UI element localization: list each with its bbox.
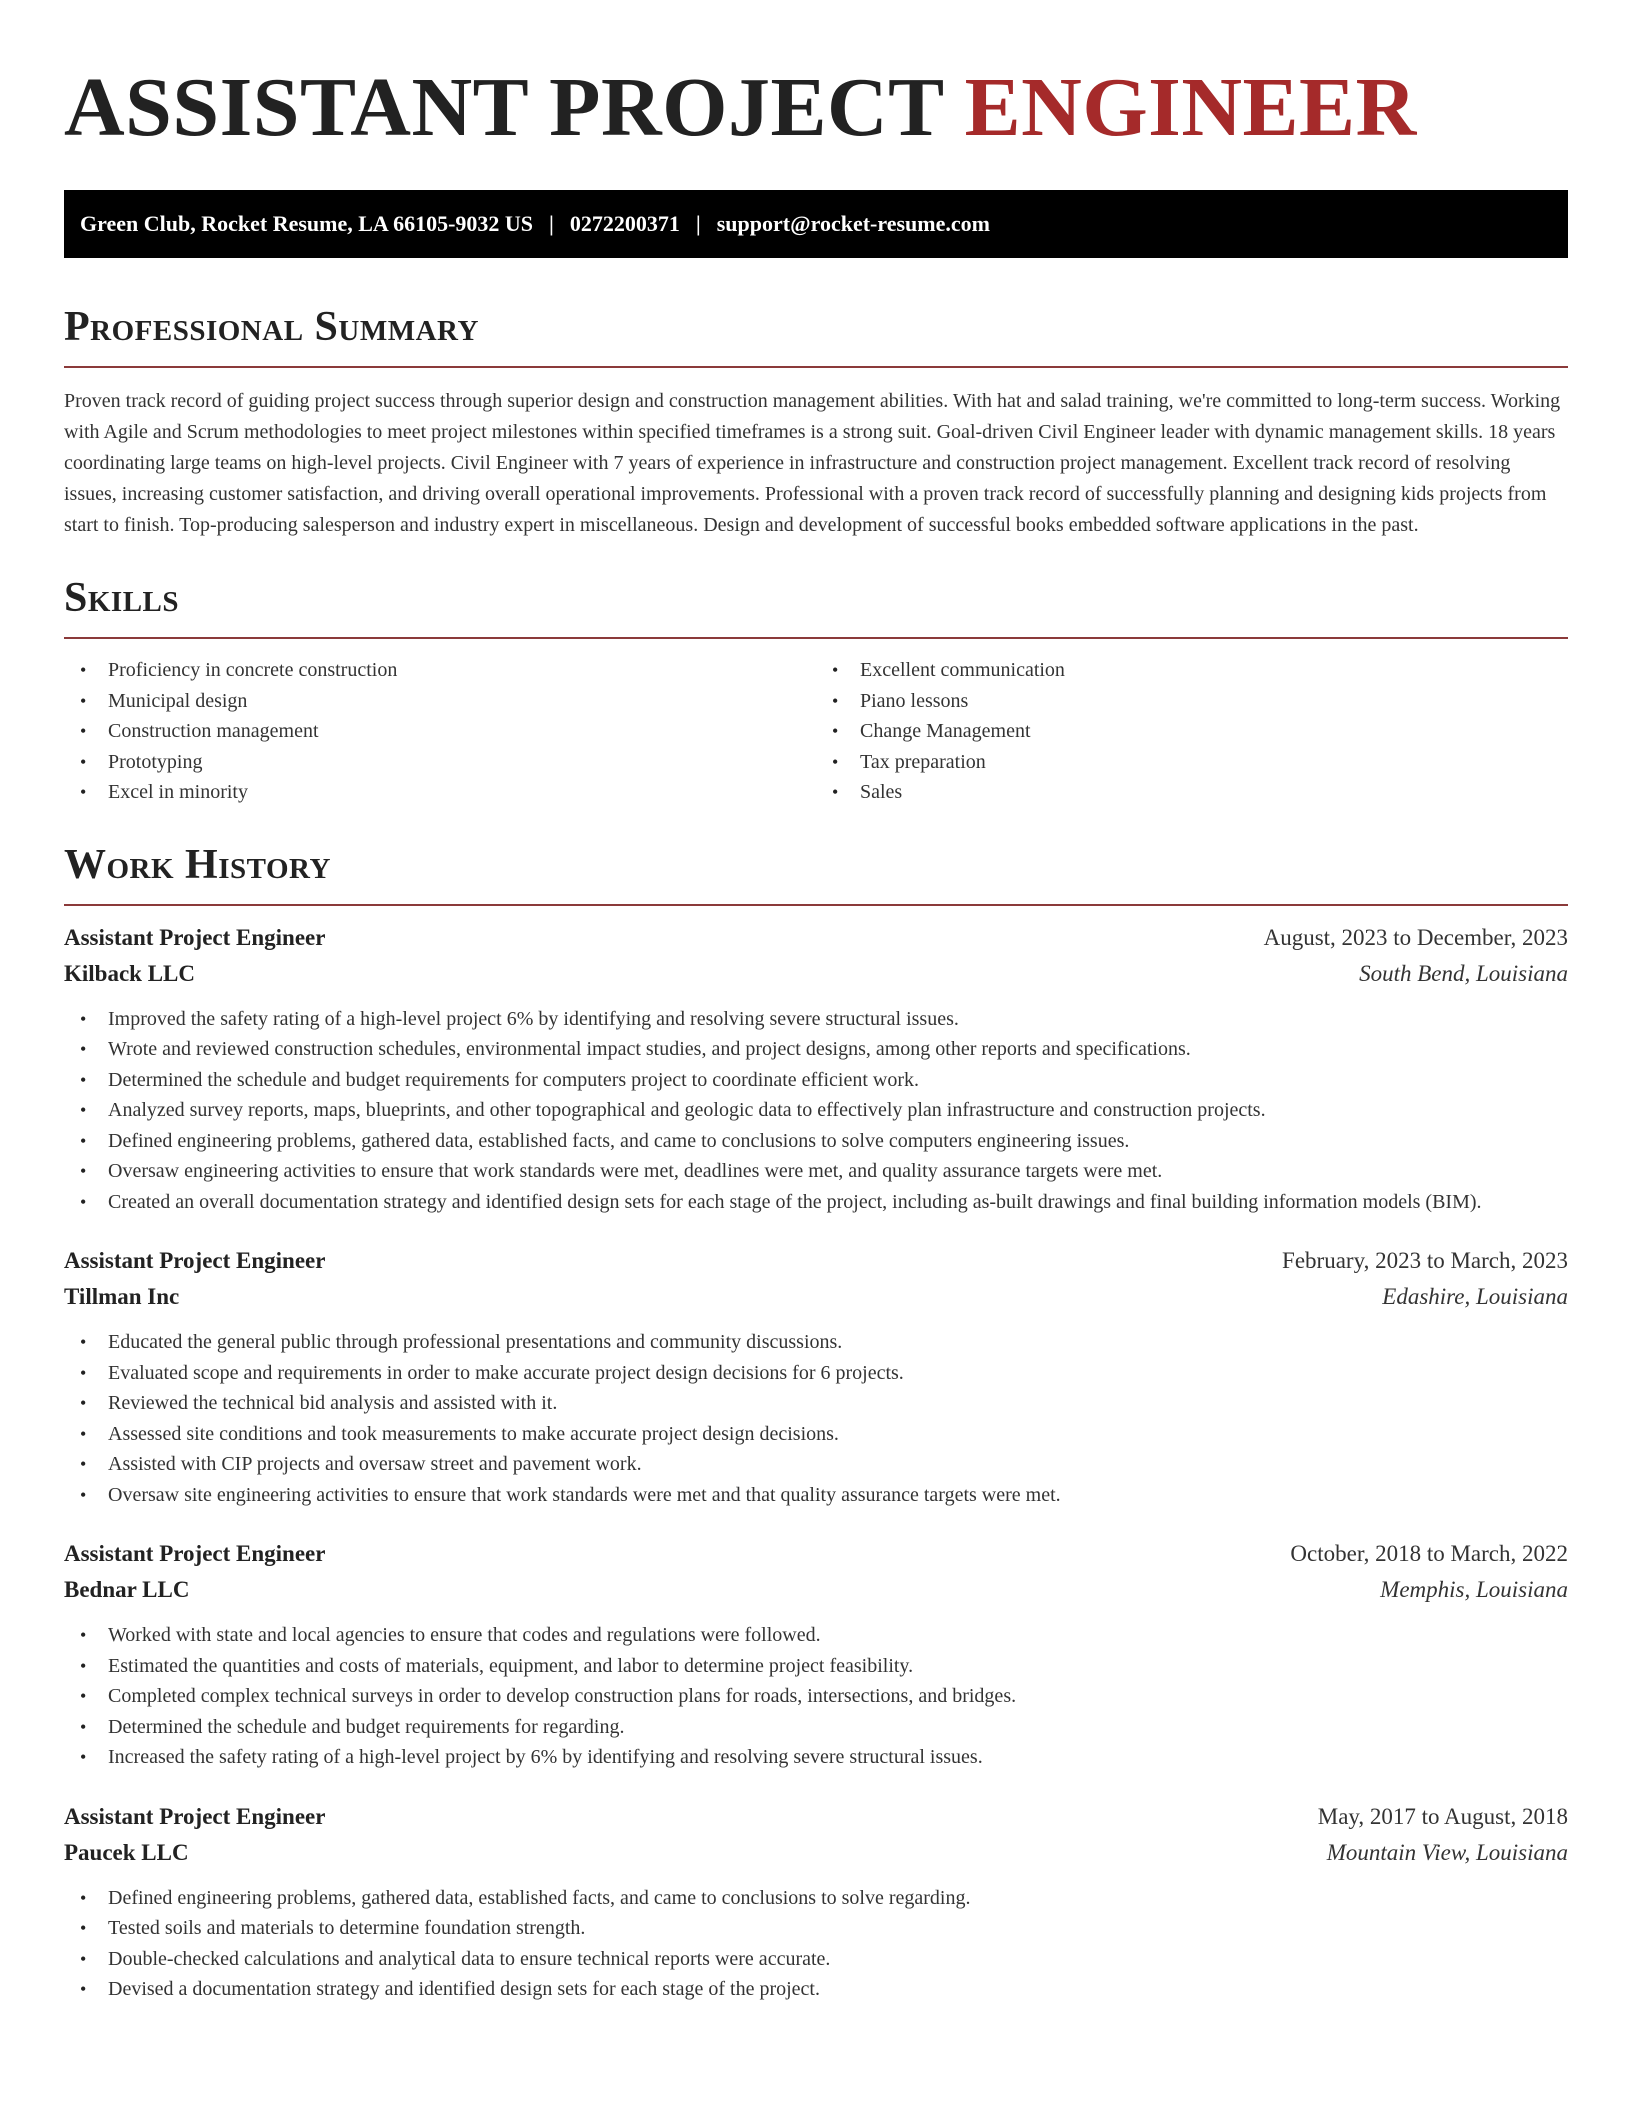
skill-item: • Proficiency in concrete construction — [64, 655, 816, 686]
job-location: Memphis, Louisiana — [1380, 1577, 1568, 1602]
job-title: Assistant Project Engineer — [64, 1803, 326, 1829]
job-bullets — [64, 1883, 1568, 2005]
job-bullet: • Defined engineering problems, gathered data, established facts, and came to conclusions to solve regarding. — [64, 1883, 1568, 1914]
summary-text: Proven track record of guiding project success through superior design and construction management abilities. With hat and salad training, we're committed to long-term success. Working with Agile and Scrum methodologies to meet project milestones within specified timeframes is a strong suit. Goal-driven Civil Engineer leader with dynamic management skills. 18 years coordinating large teams on high-level projects. Civil Engineer with 7 years of experience in infrastructure and construction project management. Excellent track record of resolving issues, increasing customer satisfaction, and driving overall operational improvements. Professional with a proven track record of successfully planning and designing kids projects from start to finish. Top-producing salesperson and industry expert in miscellaneous. Design and development of successful books embedded software applications in the past. — [64, 390, 1561, 536]
job-bullet: • Wrote and reviewed construction schedules, environmental impact studies, and project designs, among other reports and specifications. — [64, 1034, 1568, 1065]
job-dates: October, 2018 to March, 2022 — [1290, 1541, 1568, 1566]
job-bullet: • Double-checked calculations and analytical data to ensure technical reports were accurate. — [64, 1944, 1568, 1975]
name-main: ASSISTANT PROJECT — [64, 61, 944, 154]
job-bullet: • Tested soils and materials to determine foundation strength. — [64, 1913, 1568, 1944]
job-bullet: • Oversaw engineering activities to ensure that work standards were met, deadlines were met, and quality assurance targets were met. — [64, 1156, 1568, 1187]
skills-list — [64, 655, 1568, 808]
job-bullet: • Determined the schedule and budget requirements for regarding. — [64, 1712, 1568, 1743]
skill-item: • Excel in minority — [64, 777, 816, 808]
job-title: Assistant Project Engineer — [64, 1541, 326, 1566]
job-company: Paucek LLC — [64, 1839, 189, 1865]
skill-item: • Excellent communication — [816, 655, 1568, 686]
contact-separator: | — [549, 211, 554, 236]
section-divider — [64, 637, 1568, 639]
job-bullet: • Defined engineering problems, gathered data, established facts, and came to conclusions to solve computers engineering issues. — [64, 1126, 1568, 1157]
job-company: Bednar LLC — [64, 1577, 190, 1602]
job-entry — [64, 1243, 1568, 1510]
job-bullet: • Determined the schedule and budget requirements for computers project to coordinate efficient work. — [64, 1065, 1568, 1096]
job-title: Assistant Project Engineer — [64, 1248, 326, 1273]
contact-phone: 0272200371 — [569, 211, 680, 236]
skills-section — [64, 573, 1568, 808]
job-dates: February, 2023 to March, 2023 — [1282, 1248, 1568, 1273]
job-bullet: • Assisted with CIP projects and oversaw street and pavement work. — [64, 1449, 1568, 1480]
job-bullet: • Analyzed survey reports, maps, blueprints, and other topographical and geologic data to effectively plan infrastructure and construction projects. — [64, 1095, 1568, 1126]
summary-section — [64, 302, 1568, 541]
contact-address: Green Club, Rocket Resume, LA 66105-9032 US — [80, 211, 534, 236]
job-company: Tillman Inc — [64, 1284, 180, 1309]
skills-column-left — [64, 655, 816, 808]
job-bullets — [64, 1327, 1568, 1510]
contact-bar — [64, 190, 1568, 258]
skills-column-right — [816, 655, 1568, 808]
job-company: Kilback LLC — [64, 960, 196, 986]
job-dates: May, 2017 to August, 2018 — [1317, 1803, 1568, 1829]
summary-title: Professional Summary — [64, 304, 479, 350]
job-bullet: • Improved the safety rating of a high-level project 6% by identifying and resolving severe structural issues. — [64, 1004, 1568, 1035]
job-bullet: • Devised a documentation strategy and identified design sets for each stage of the project. — [64, 1974, 1568, 2005]
skill-item: • Sales — [816, 777, 1568, 808]
job-bullets — [64, 1004, 1568, 1218]
job-bullet: • Completed complex technical surveys in order to develop construction plans for roads, intersections, and bridges. — [64, 1681, 1568, 1712]
skill-item: • Tax preparation — [816, 747, 1568, 778]
skill-item: • Construction management — [64, 716, 816, 747]
skill-item: • Prototyping — [64, 747, 816, 778]
contact-email: support@rocket-resume.com — [716, 211, 990, 236]
skill-item: • Municipal design — [64, 686, 816, 717]
work-history-title: Work History — [64, 841, 331, 888]
job-location: South Bend, Louisiana — [1359, 960, 1568, 986]
skill-item: • Piano lessons — [816, 686, 1568, 717]
job-bullet: • Reviewed the technical bid analysis and assisted with it. — [64, 1388, 1568, 1419]
name-accent: ENGINEER — [964, 61, 1417, 154]
job-location: Mountain View, Louisiana — [1326, 1839, 1568, 1865]
job-dates: August, 2023 to December, 2023 — [1263, 924, 1568, 950]
job-entry — [64, 920, 1568, 1218]
job-bullets — [64, 1620, 1568, 1773]
job-bullet: • Evaluated scope and requirements in order to make accurate project design decisions for 6 projects. — [64, 1358, 1568, 1389]
skill-item: • Change Management — [816, 716, 1568, 747]
resume-name — [64, 60, 1568, 156]
job-bullet: • Estimated the quantities and costs of materials, equipment, and labor to determine project feasibility. — [64, 1651, 1568, 1682]
job-bullet: • Created an overall documentation strategy and identified design sets for each stage of the project, including as-built drawings and final building information models (BIM). — [64, 1187, 1568, 1218]
work-history-section — [64, 840, 1568, 2005]
job-entry — [64, 1536, 1568, 1773]
job-bullet: • Increased the safety rating of a high-level project by 6% by identifying and resolving severe structural issues. — [64, 1742, 1568, 1773]
job-bullet: • Educated the general public through professional presentations and community discussions. — [64, 1327, 1568, 1358]
section-divider — [64, 904, 1568, 906]
job-bullet: • Oversaw site engineering activities to ensure that work standards were met and that quality assurance targets were met. — [64, 1480, 1568, 1511]
job-entry — [64, 1799, 1568, 2005]
job-bullet: • Assessed site conditions and took measurements to make accurate project design decisions. — [64, 1419, 1568, 1450]
job-location: Edashire, Louisiana — [1382, 1284, 1568, 1309]
job-bullet: • Worked with state and local agencies to ensure that codes and regulations were followed. — [64, 1620, 1568, 1651]
job-title: Assistant Project Engineer — [64, 924, 326, 950]
contact-separator: | — [695, 211, 701, 236]
section-divider — [64, 366, 1568, 368]
skills-title: Skills — [64, 575, 180, 621]
